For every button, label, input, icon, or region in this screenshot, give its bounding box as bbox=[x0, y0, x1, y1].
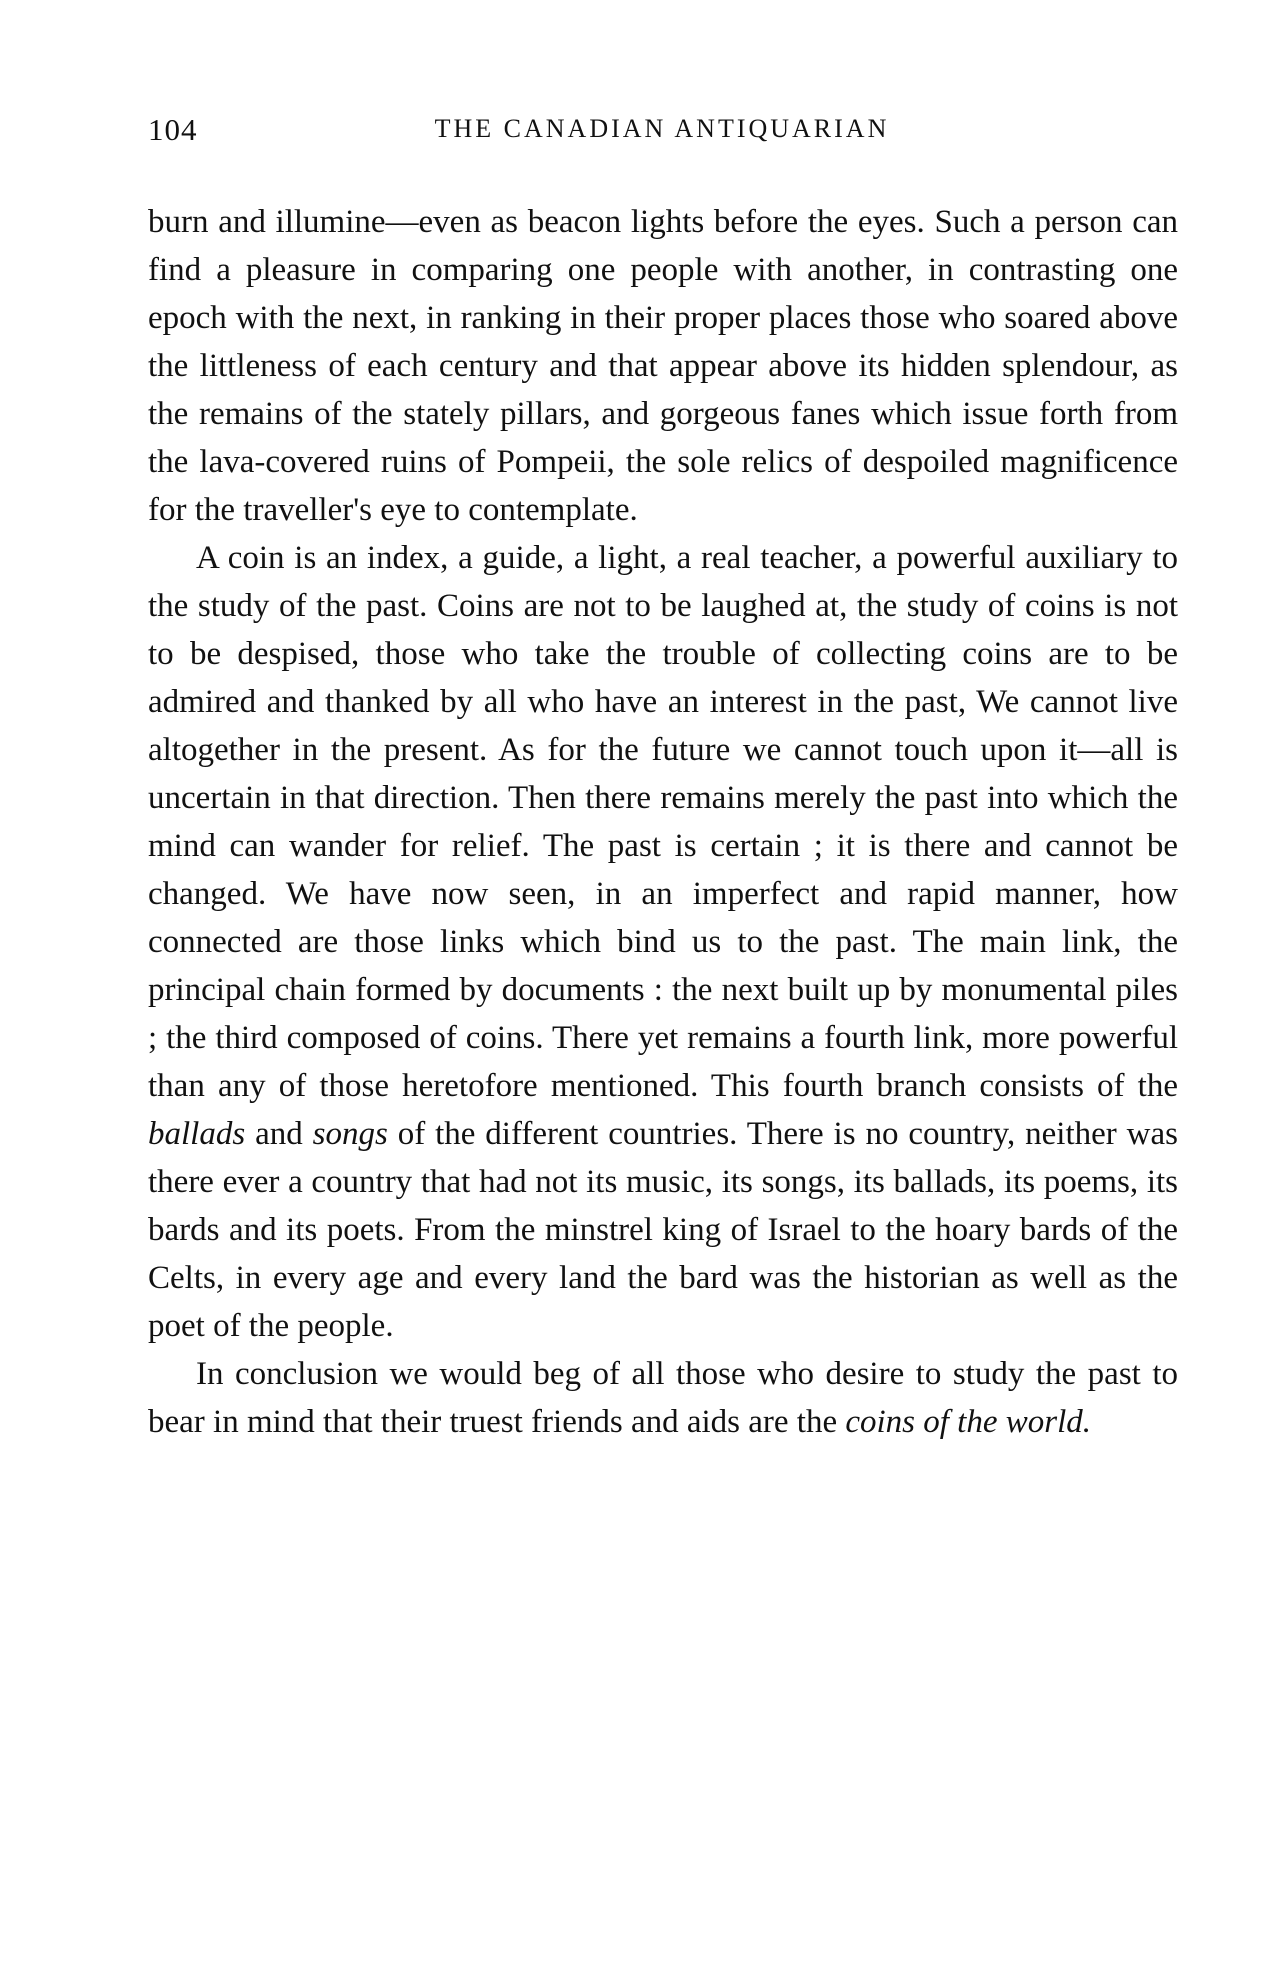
body-text bbox=[148, 198, 1178, 1446]
italic-ballads: ballads bbox=[148, 1116, 246, 1152]
italic-coins-of-the-world: coins of the world. bbox=[845, 1404, 1092, 1440]
paragraph-2 bbox=[148, 534, 1178, 1350]
paragraph-3 bbox=[148, 1350, 1178, 1446]
paragraph-2-text-b: and bbox=[245, 1116, 313, 1152]
italic-songs: songs bbox=[312, 1116, 388, 1152]
paragraph-1: burn and illumine—even as beacon lights before the eyes. Such a person can find a pleasure in comparing one people with another, in contrasting one epoch with the next, in ranking in their proper places those who soared above the littleness of each century and that appear above its hidden splendour, as the remains of the stately pillars, and gorgeous fanes which issue forth from the lava-covered ruins of Pompeii, the sole relics of despoiled magnificence for the traveller's eye to contemplate. bbox=[148, 204, 1178, 528]
paragraph-2-text-a: A coin is an index, a guide, a light, a real teacher, a powerful auxiliary to the study of the past. Coins are not to be laughed at, the study of coins is not to be despised, those who take the trouble of collecting coins are to be admired and thanked by all who have an interest in the past, We cannot live altogether in the present. As for the future we cannot touch upon it—all is uncertain in that direction. Then there remains merely the past into which the mind can wander for relief. The past is certain ; it is there and cannot be changed. We have now seen, in an imperfect and rapid manner, how connected are those links which bind us to the past. The main link, the principal chain formed by documents : the next built up by monumental piles ; the third composed of coins. There yet remains a fourth link, more powerful than any of those heretofore mentioned. This fourth branch consists of the bbox=[148, 540, 1178, 1104]
paragraph-2-text-c: of the different countries. There is no country, neither was there ever a country that had not its music, its songs, its ballads, its poems, its bards and its poets. From the minstrel king of Israel to the hoary bards of the Celts, in every age and every land the bard was the historian as well as the poet of the people. bbox=[148, 1116, 1178, 1344]
page-number: 104 bbox=[148, 112, 198, 147]
paragraph-3-text: In conclusion we would beg of all those who desire to study the past to bear in mind that their truest friends and aids are the bbox=[148, 1356, 1178, 1440]
running-header bbox=[148, 112, 1176, 152]
running-title: THE CANADIAN ANTIQUARIAN bbox=[434, 114, 890, 143]
